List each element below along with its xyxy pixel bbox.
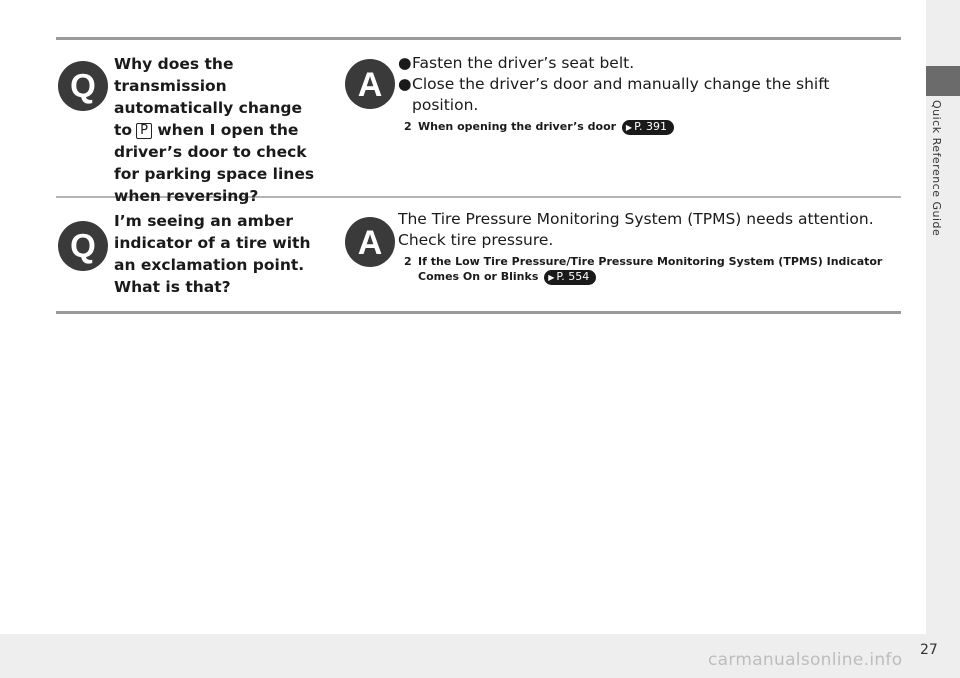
page-reference-badge[interactable] (622, 120, 674, 135)
page-reference-text: P. 554 (556, 270, 590, 283)
answer-a-icon (344, 58, 396, 110)
answer-bullet (398, 74, 898, 116)
question-part-1: Why does the transmission automatically change to (114, 55, 302, 139)
answer-a-icon (344, 216, 396, 268)
question-q-icon (57, 220, 109, 272)
answer-bullet-text: Close the driver’s door and manually change the shift position. (412, 75, 830, 114)
question-text: I’m seeing an amber indicator of a tire with an exclamation point. What is that? (114, 212, 311, 296)
top-rule (56, 37, 901, 40)
section-tab[interactable] (926, 66, 960, 96)
svg-text:A: A (357, 224, 383, 262)
reference-link[interactable] (398, 119, 898, 135)
reference-text: If the Low Tire Pressure/Tire Pressure Monitoring System (TPMS) Indicator Comes On or Blinks (418, 255, 883, 283)
page-number: 27 (920, 642, 938, 658)
reference-link[interactable] (398, 254, 898, 285)
bullet-icon: ● (398, 54, 412, 72)
park-gear-icon: P (136, 123, 152, 139)
bullet-icon: ● (398, 75, 412, 93)
watermark: carmanualsonline.info (708, 650, 903, 670)
question-q-icon (57, 60, 109, 112)
answer-block (398, 53, 898, 135)
svg-text:A: A (357, 66, 383, 104)
page-arrow-icon: ▶ (625, 123, 633, 132)
answer-bullet (398, 53, 898, 74)
reference-arrow-icon: 2 (404, 255, 412, 268)
answer-text: The Tire Pressure Monitoring System (TPMS) needs attention. Check tire pressure. (398, 210, 874, 249)
bottom-rule (56, 311, 901, 314)
svg-text:Q: Q (70, 67, 96, 104)
reference-arrow-icon: 2 (404, 120, 412, 133)
reference-text: When opening the driver’s door (418, 120, 617, 133)
answer-block (398, 209, 898, 285)
page-reference-badge[interactable] (544, 270, 596, 285)
question-part-2: when I open the driver’s door to check for parking space lines when reversing? (114, 121, 315, 205)
page-reference-text: P. 391 (634, 120, 667, 133)
answer-bullet-text: Fasten the driver’s seat belt. (412, 54, 635, 72)
page-arrow-icon: ▶ (548, 273, 555, 282)
section-label: Quick Reference Guide (930, 100, 943, 237)
svg-text:Q: Q (70, 227, 96, 264)
question-text (114, 53, 324, 207)
